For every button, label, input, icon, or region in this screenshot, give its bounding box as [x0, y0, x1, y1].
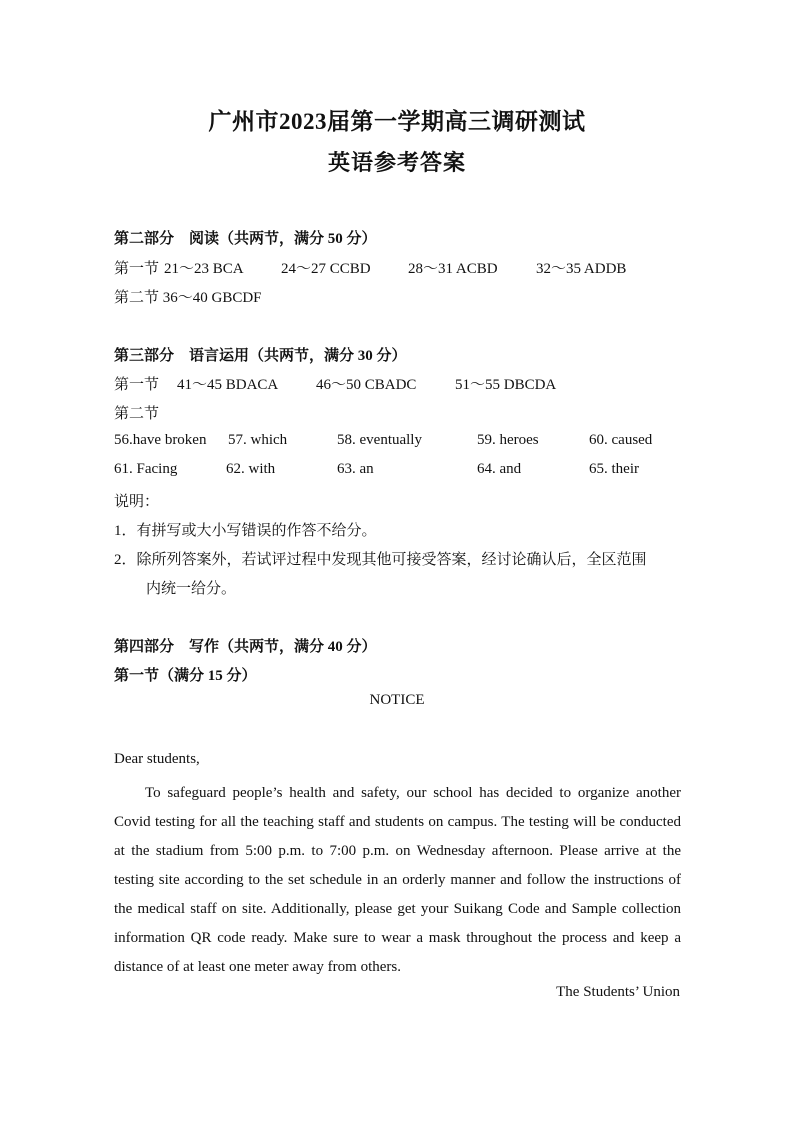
answer-group: 51～55 DBCDA — [455, 377, 557, 393]
note-2: 2．除所列答案外，若试评过程中发现其他可接受答案，经讨论确认后，全区范围 — [114, 552, 647, 568]
part3-heading: 第三部分 语言运用（共两节，满分 30 分） — [114, 348, 407, 364]
part3-section2-label: 第二节 — [114, 406, 160, 422]
notice-body: To safeguard people’s health and safety, our school has decided to organize another Covid testing for all the teaching staff and students on campus. The testing will be conducted at the stadium from 5:00 p.m. to 7:00 p.m. on Wednesday afternoon. Please arrive at the testing site according to the set schedule in an orderly manner and follow the instructions of the medical staff on site. Additionally, please get your Suikang Code and Sample collection information QR code ready. Make sure to wear a mask throughout the process and keep a distance of at least one meter away from others. — [114, 785, 681, 975]
answer-group: 46～50 CBADC — [316, 377, 417, 393]
part3-section1-label: 第一节 — [114, 377, 160, 393]
page-title: 广州市2023届第一学期高三调研测试 — [208, 109, 586, 134]
note-1: 1．有拼写或大小写错误的作答不给分。 — [114, 523, 377, 539]
part2-section2: 第二节 36～40 GBCDF — [114, 290, 262, 306]
part2-section1-label: 第一节 — [114, 261, 160, 277]
notice-signature: The Students’ Union — [556, 984, 680, 1000]
answer-group: 28～31 ACBD — [408, 261, 498, 277]
note-2-continued: 内统一给分。 — [146, 581, 237, 597]
notes-label: 说明： — [114, 494, 160, 510]
answer-item: 57. which — [228, 432, 288, 448]
answer-item: 59. heroes — [477, 432, 539, 448]
answer-item: 65. their — [589, 461, 639, 477]
answer-group: 32～35 ADDB — [536, 261, 627, 277]
answer-item: 56.have broken — [114, 432, 207, 448]
answer-item: 62. with — [226, 461, 276, 477]
notice-greeting: Dear students, — [114, 751, 200, 767]
answer-item: 60. caused — [589, 432, 653, 448]
part4-heading: 第四部分 写作（共两节，满分 40 分） — [114, 639, 377, 655]
part2-heading: 第二部分 阅读（共两节，满分 50 分） — [114, 231, 377, 247]
answer-item: 63. an — [337, 461, 374, 477]
answer-group: 41～45 BDACA — [177, 377, 279, 393]
part4-section1: 第一节（满分 15 分） — [114, 668, 257, 684]
page-subtitle: 英语参考答案 — [327, 150, 466, 175]
answer-group: 24～27 CCBD — [281, 261, 371, 277]
answer-item: 58. eventually — [337, 432, 422, 448]
notice-title: NOTICE — [369, 692, 425, 708]
answer-item: 64. and — [477, 461, 522, 477]
answer-item: 61. Facing — [114, 461, 178, 477]
answer-group: 21～23 BCA — [164, 261, 244, 277]
